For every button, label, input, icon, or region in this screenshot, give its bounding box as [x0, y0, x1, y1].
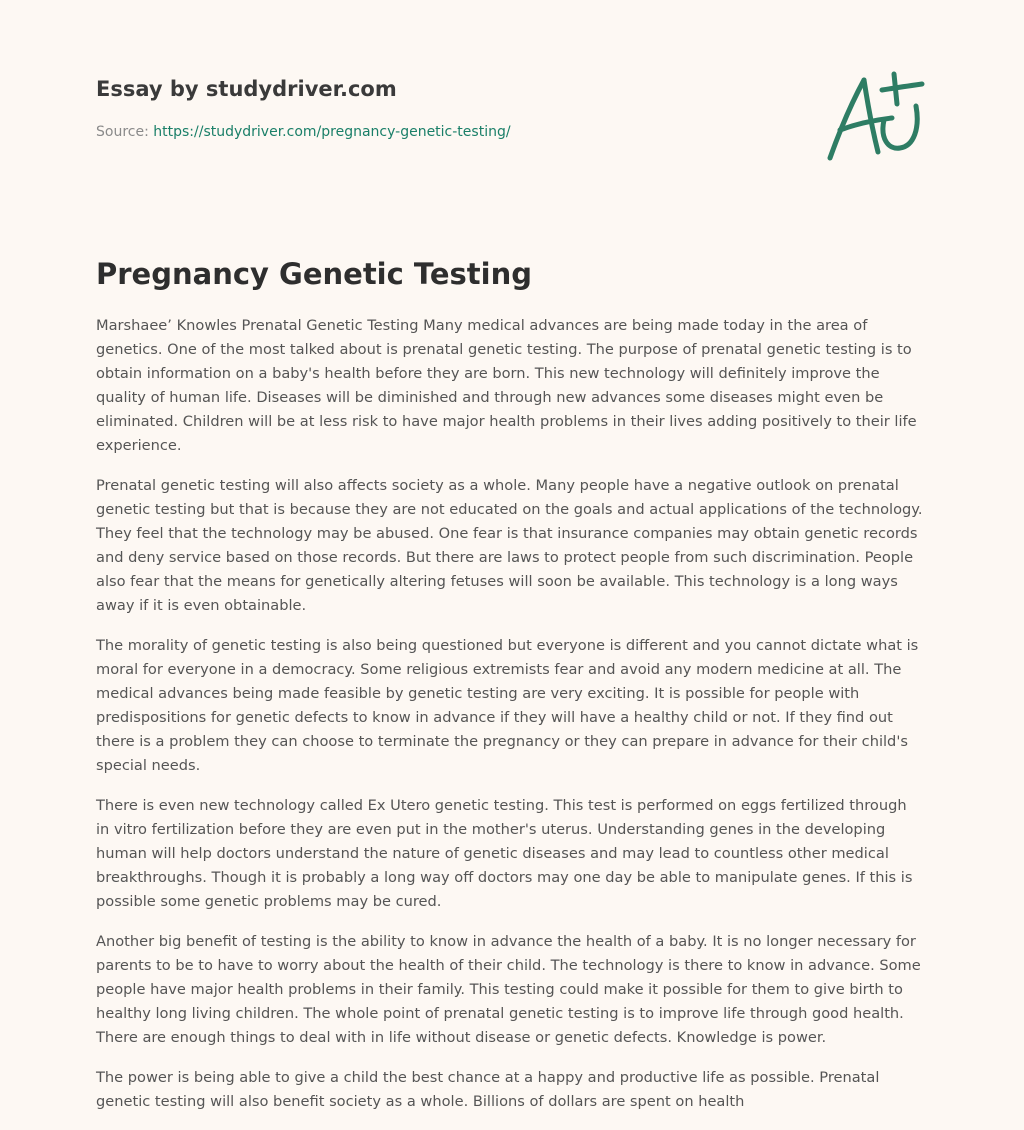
essay-paragraph: There is even new technology called Ex Utero genetic testing. This test is performed on eggs fertilized through in vitro fertilization before they are even put in the mother's uterus. Understanding genes in the developing human will help doctors understand the nature of genetic diseases and may lead to countless other medical breakthroughs. Though it is probably a long way off doctors may one day be able to manipulate genes. If this is possible some genetic problems may be cured. [96, 797, 913, 910]
source-line [96, 122, 716, 142]
logo-plus-horizontal [882, 84, 922, 90]
logo-a-right-stroke [864, 80, 878, 152]
a-plus-logo-svg [822, 68, 928, 164]
essay-body [96, 314, 924, 1130]
site-title: Essay by studydriver.com [96, 77, 397, 101]
essay-title: Pregnancy Genetic Testing [96, 257, 532, 291]
essay-paragraph: Marshaee’ Knowles Prenatal Genetic Testing Many medical advances are being made today in the area of genetics. One of the most talked about is prenatal genetic testing. The purpose of prenatal genetic testing is to obtain information on a baby's health before they are born. This new technology will definitely improve the quality of human life. Diseases will be diminished and through new advances some diseases might even be eliminated. Children will be at less risk to have major health problems in their lives adding positively to their life experience. [96, 317, 917, 454]
a-plus-logo-icon [822, 68, 928, 164]
essay-paragraph: The morality of genetic testing is also being questioned but everyone is different and you cannot dictate what is moral for everyone in a democracy. Some religious extremists fear and avoid any modern medicine at all. The medical advances being made feasible by genetic testing are very exciting. It is possible for people with predispositions for genetic defects to know in advance if they will have a healthy child or not. If they find out there is a problem they can choose to terminate the pregnancy or they can prepare in advance for their child's special needs. [96, 637, 919, 774]
logo-a-left-stroke [830, 80, 864, 158]
essay-header [96, 74, 716, 142]
logo-swoosh [883, 106, 917, 148]
source-label: Source: [96, 124, 149, 140]
source-link[interactable]: https://studydriver.com/pregnancy-genetic-testing/ [153, 124, 511, 140]
essay-paragraph: Another big benefit of testing is the ability to know in advance the health of a baby. It is no longer necessary for parents to be to have to worry about the health of their child. The technology is there to know in advance. Some people have major health problems in their family. This testing could make it possible for them to give birth to healthy long living children. The whole point of prenatal genetic testing is to improve life through good health. There are enough things to deal with in life without disease or genetic defects. Knowledge is power. [96, 933, 921, 1046]
essay-paragraph: The power is being able to give a child the best chance at a happy and productive life as possible. Prenatal genetic testing will also benefit society as a whole. Billions of dollars are spent on health [96, 1069, 880, 1110]
essay-paragraph: Prenatal genetic testing will also affects society as a whole. Many people have a negative outlook on prenatal genetic testing but that is because they are not educated on the goals and actual applications of the technology. They feel that the technology may be abused. One fear is that insurance companies may obtain genetic records and deny service based on those records. But there are laws to protect people from such discrimination. People also fear that the means for genetically altering fetuses will soon be available. This technology is a long ways away if it is even obtainable. [96, 477, 923, 614]
